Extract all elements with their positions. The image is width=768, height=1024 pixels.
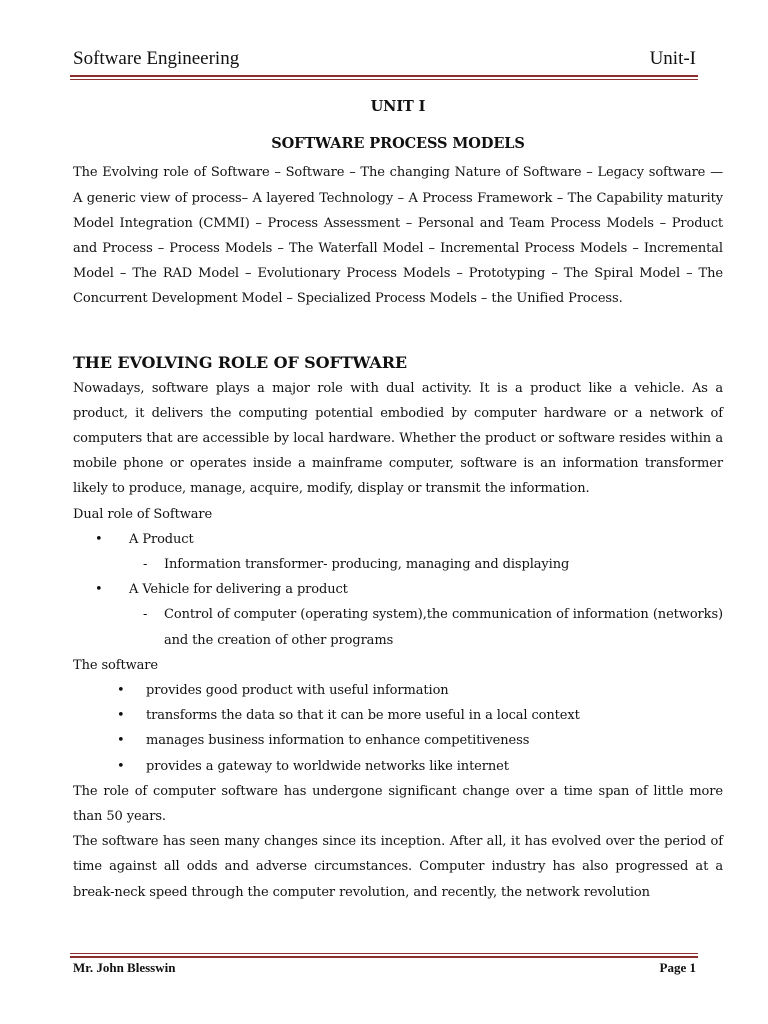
intro-paragraph: Nowadays, software plays a major role with dual activity. It is a product like a vehicle. As a product, it delivers the computing potential embodied by computer hardware or a network of computers that are accessible by local hardware. Whether the product or software resides within a mobile phone or operates inside a mainframe computer, software is an information transformer likely to produce, manage, acquire, modify, display or transmit the information. (73, 380, 723, 497)
dual-role-label: Dual role of Software (73, 506, 213, 522)
bullet-icon: • (117, 758, 125, 774)
software-point: manages business information to enhance competitiveness (146, 733, 530, 749)
role-title: A Product (129, 531, 194, 547)
role-title: A Vehicle for delivering a product (129, 582, 348, 598)
bullet-icon: • (117, 708, 125, 724)
list-item (73, 527, 723, 552)
header-unit: Unit-I (649, 48, 696, 69)
footer-author: Mr. John Blesswin (73, 960, 176, 975)
list-item (73, 552, 723, 577)
software-point: transforms the data so that it can be more useful in a local context (146, 708, 580, 724)
bullet-icon: • (117, 683, 125, 699)
dash-icon: - (143, 557, 148, 573)
footer-page-number: Page 1 (659, 960, 696, 975)
role-detail: Control of computer (operating system),the communication of information (networks) and the creation of other programs (164, 607, 723, 648)
software-label: The software (73, 657, 158, 673)
unit-heading: UNIT I (370, 98, 426, 115)
list-item (73, 728, 723, 753)
header-title: Software Engineering (73, 48, 240, 69)
page-header (73, 48, 696, 74)
section-title: THE EVOLVING ROLE OF SOFTWARE (73, 352, 407, 372)
footer-rule-thin (70, 953, 698, 954)
footer-rule-thick (70, 956, 698, 958)
syllabus-paragraph: The Evolving role of Software – Software – The changing Nature of Software – Legacy software — A generic view of process– A layered Technology – A Process Framework – The Capability maturity Model Integration (CMMI) – Process Assessment – Personal and Team Process Models – Product and Process – Process Models – The Waterfall Model – Incremental Process Models – Incremental Model – The RAD Model – Evolutionary Process Models – Prototyping – The Spiral Model – The Concurrent Development Model – Specialized Process Models – the Unified Process. (73, 165, 723, 307)
dash-icon: - (143, 607, 148, 623)
software-point: provides good product with useful information (146, 683, 449, 699)
list-item (73, 602, 723, 652)
header-rule-thick (70, 75, 698, 77)
changes-paragraph: The software has seen many changes since its inception. After all, it has evolved over the period of time against all odds and adverse circumstances. Computer industry has also progressed at a break-neck speed through the computer revolution, and recently, the network revolution (73, 834, 723, 900)
list-item (73, 754, 723, 779)
header-rule-thin (70, 79, 698, 80)
list-item (73, 703, 723, 728)
bullet-icon: • (117, 733, 125, 749)
software-point: provides a gateway to worldwide networks like internet (146, 758, 509, 774)
role-detail: Information transformer- producing, managing and displaying (164, 557, 570, 573)
page-footer (73, 960, 696, 980)
list-item (73, 577, 723, 602)
bullet-icon: • (95, 531, 103, 547)
role-change-paragraph: The role of computer software has undergone significant change over a time span of little more than 50 years. (73, 783, 723, 825)
list-item (73, 678, 723, 703)
bullet-icon: • (95, 582, 103, 598)
chapter-title: SOFTWARE PROCESS MODELS (271, 135, 525, 153)
page-content (73, 92, 723, 905)
